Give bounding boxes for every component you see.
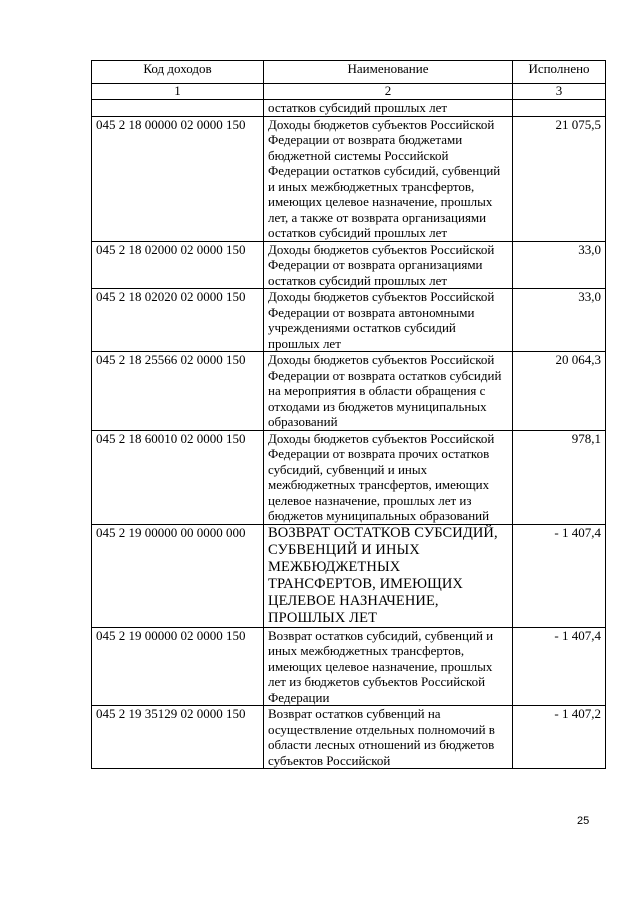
header-name: Наименование	[264, 61, 513, 84]
table-header-row	[92, 61, 606, 84]
row-executed: 33,0	[513, 289, 606, 352]
row-executed: - 1 407,4	[513, 524, 606, 627]
table-row	[92, 706, 606, 769]
row-executed: 20 064,3	[513, 352, 606, 431]
row-name: Доходы бюджетов субъектов Российской Федерации от возврата бюджетами бюджетной системы Российской Федерации остатков субсидий, субвенций и иных межбюджетных трансфертов, имеющих целевое назначение, прошлых лет, а также от возврата организациями остатков субсидий прошлых лет	[264, 116, 513, 241]
row-code: 045 2 18 02020 02 0000 150	[92, 289, 264, 352]
page-number: 25	[577, 815, 590, 827]
revenue-table	[91, 60, 606, 769]
row-name: Возврат остатков субсидий, субвенций и иных межбюджетных трансфертов, имеющих целевое назначение, прошлых лет из бюджетов субъектов Российской Федерации	[264, 627, 513, 706]
row-executed: - 1 407,4	[513, 627, 606, 706]
row-code: 045 2 18 60010 02 0000 150	[92, 430, 264, 524]
row-executed: 978,1	[513, 430, 606, 524]
row-name: Доходы бюджетов субъектов Российской Федерации от возврата автономными учреждениями остатков субсидий прошлых лет	[264, 289, 513, 352]
table-row	[92, 241, 606, 289]
column-number-name: 2	[264, 84, 513, 100]
column-number-row	[92, 84, 606, 100]
row-code: 045 2 18 25566 02 0000 150	[92, 352, 264, 431]
header-executed: Исполнено	[513, 61, 606, 84]
table-row	[92, 627, 606, 706]
continuation-row	[92, 100, 606, 117]
row-code: 045 2 19 00000 02 0000 150	[92, 627, 264, 706]
row-name: Доходы бюджетов субъектов Российской Федерации от возврата прочих остатков субсидий, субвенций и иных межбюджетных трансфертов, имеющих целевое назначение, прошлых лет из бюджетов муниципальных образований	[264, 430, 513, 524]
row-code	[92, 100, 264, 117]
row-code: 045 2 18 02000 02 0000 150	[92, 241, 264, 289]
table-row	[92, 352, 606, 431]
row-name: ВОЗВРАТ ОСТАТКОВ СУБСИДИЙ, СУБВЕНЦИЙ И ИНЫХ МЕЖБЮДЖЕТНЫХ ТРАНСФЕРТОВ, ИМЕЮЩИХ ЦЕЛЕВОЕ НАЗНАЧЕНИЕ, ПРОШЛЫХ ЛЕТ	[264, 524, 513, 627]
row-code: 045 2 19 00000 00 0000 000	[92, 524, 264, 627]
column-number-code: 1	[92, 84, 264, 100]
column-number-executed: 3	[513, 84, 606, 100]
row-name: Доходы бюджетов субъектов Российской Федерации от возврата организациями остатков субсидий прошлых лет	[264, 241, 513, 289]
row-name: Доходы бюджетов субъектов Российской Федерации от возврата остатков субсидий на мероприятия в области обращения с отходами из бюджетов муниципальных образований	[264, 352, 513, 431]
row-executed: 33,0	[513, 241, 606, 289]
row-code: 045 2 18 00000 02 0000 150	[92, 116, 264, 241]
row-name: Возврат остатков субвенций на осуществление отдельных полномочий в области лесных отношений из бюджетов субъектов Российской	[264, 706, 513, 769]
row-executed: - 1 407,2	[513, 706, 606, 769]
table-row	[92, 289, 606, 352]
row-code: 045 2 19 35129 02 0000 150	[92, 706, 264, 769]
table-row	[92, 524, 606, 627]
row-executed	[513, 100, 606, 117]
row-executed: 21 075,5	[513, 116, 606, 241]
row-name: остатков субсидий прошлых лет	[264, 100, 513, 117]
header-code: Код доходов	[92, 61, 264, 84]
table-row	[92, 430, 606, 524]
table-row	[92, 116, 606, 241]
